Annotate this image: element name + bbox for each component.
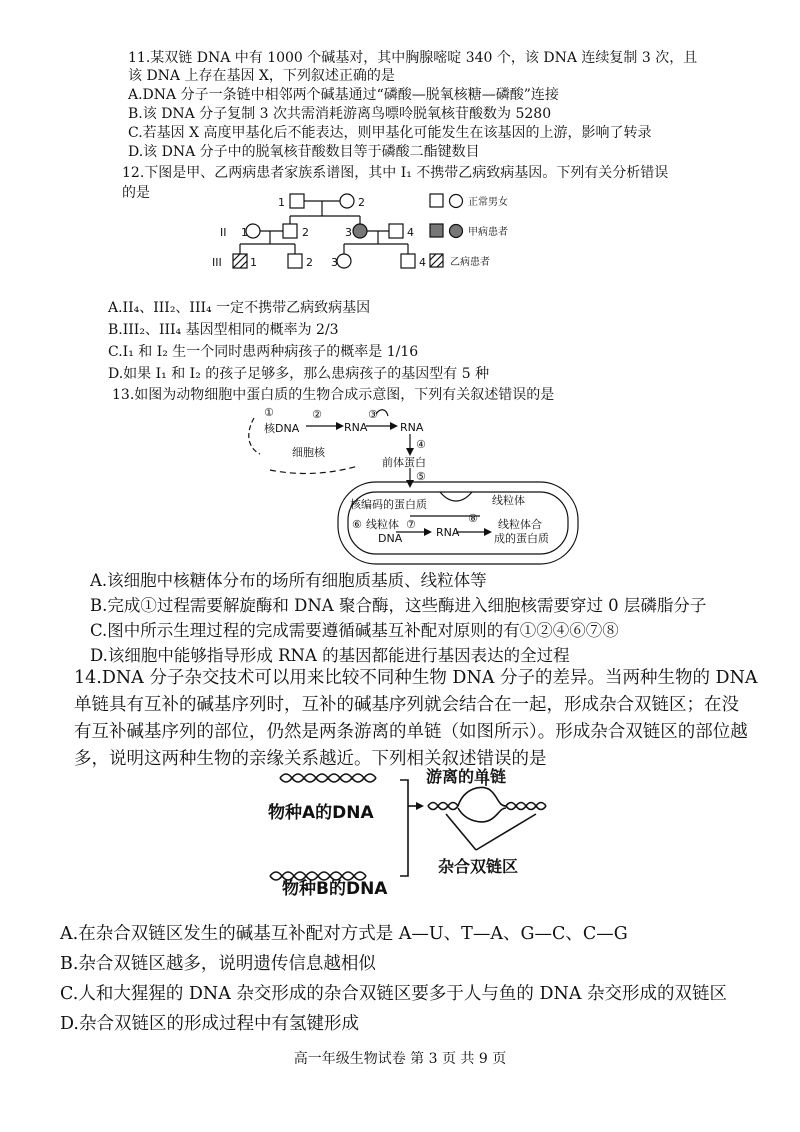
q11-option-c: C.若基因 X 高度甲基化后不能表达，则甲基化可能发生在该基因的上游，影响了转录 [128, 125, 652, 141]
III2-number: 2 [306, 256, 313, 269]
q14-option-d: D.杂合双链区的形成过程中有氢键形成 [60, 1014, 359, 1034]
gen-III-label: III [212, 256, 222, 269]
II1-number: 1 [241, 226, 248, 239]
q13-option-d: D.该细胞中能够指导形成 RNA 的基因都能进行基因表达的全过程 [90, 646, 570, 665]
gen-II-label: II [220, 226, 227, 239]
II4-number: 4 [407, 226, 414, 239]
q11-option-b: B.该 DNA 分子复制 3 次共需消耗游离鸟嘌呤脱氧核苷酸数为 5280 [128, 106, 552, 122]
mito-dna-label-1: 线粒体 [366, 518, 399, 531]
q11-option-d: D.该 DNA 分子中的脱氧核苷酸数目等于磷酸二酯键数目 [128, 144, 480, 160]
rna1-label: RNA [344, 421, 368, 434]
III3-number: 3 [331, 256, 338, 269]
q12-stem-line1: 12.下图是甲、乙两病患者家族系谱图，其中 I₁ 不携带乙病致病基因。下列有关分析错误 [122, 165, 669, 181]
step6-label: ⑥ [352, 518, 362, 531]
q14-option-c: C.人和大猩猩的 DNA 杂交形成的杂合双链区要多于人与鱼的 DNA 杂交形成的双链区 [60, 984, 728, 1004]
step1-label: ① [264, 406, 274, 419]
legend-yi-label: 乙病患者 [450, 257, 490, 268]
q12-option-d: D.如果 I₁ 和 I₂ 的孩子足够多，那么患病孩子的基因型有 5 种 [108, 366, 490, 382]
protein-synthesis-diagram [240, 404, 600, 574]
legend-normal-male-icon [430, 194, 443, 207]
q14-option-b: B.杂合双链区越多，说明遗传信息越相似 [60, 954, 376, 974]
species-a-label: 物种A的DNA [268, 803, 374, 823]
dna-hybridization-diagram [250, 766, 580, 906]
q14-line2: 单链具有互补的碱基序列时，互补的碱基序列就会结合在一起，形成杂合双链区；在没 [74, 695, 739, 715]
pedigree-I1-male [290, 194, 304, 208]
step5-label: ⑤ [416, 470, 426, 483]
I2-number: 2 [358, 196, 365, 209]
hybrid-right-strand2 [506, 803, 546, 810]
nuclear-protein-label: 核编码的蛋白质 [350, 498, 427, 511]
pedigree-III2-male [288, 254, 302, 268]
pedigree-III4-male [401, 254, 415, 268]
step7-label: ⑦ [406, 518, 416, 531]
legend-normal-label: 正常男女 [468, 197, 508, 208]
hybrid-region-label: 杂合双链区 [438, 857, 519, 876]
free-strand-label: 游离的单链 [426, 767, 507, 786]
legend-normal-female-icon [450, 195, 463, 208]
hybrid-left-strand1 [428, 803, 458, 810]
nucleus-label: 细胞核 [292, 446, 325, 459]
I1-number: 1 [278, 196, 285, 209]
pedigree-II1-female [246, 224, 260, 238]
nuclear-dna-label: 核DNA [264, 422, 300, 435]
III1-number: 1 [250, 256, 257, 269]
q13-option-c: C.图中所示生理过程的完成需要遵循碱基互补配对原则的有①②④⑥⑦⑧ [90, 621, 619, 640]
III4-number: 4 [419, 256, 426, 269]
legend-jia-label: 甲病患者 [468, 227, 508, 238]
hybrid-left-strand2 [428, 803, 458, 810]
q12-stem-line2: 的是 [122, 185, 150, 201]
q13-option-b: B.完成①过程需要解旋酶和 DNA 聚合酶，这些酶进入细胞核需要穿过 0 层磷脂分子 [90, 596, 707, 615]
pedigree-II3-female-jia [353, 224, 367, 238]
q14-line3: 有互补碱基序列的部位，仍然是两条游离的单链（如图所示）。形成杂合双链区的部位越 [74, 722, 748, 742]
q12-option-b: B.III₂、III₄ 基因型相同的概率为 2/3 [108, 322, 339, 338]
II3-number: 3 [345, 226, 352, 239]
free-strand-top [458, 787, 506, 806]
pedigree-chart [200, 186, 530, 282]
step2-label: ② [312, 408, 322, 421]
q14-line4: 多，说明这两种生物的亲缘关系越近。下列相关叙述错误的是 [74, 749, 547, 769]
hybrid-pointer-right [476, 814, 536, 850]
q11-stem-line1: 11.某双链 DNA 中有 1000 个碱基对，其中胸腺嘧啶 340 个，该 DNA 连续复制 3 次，且 [128, 50, 698, 66]
rna3-label: RNA [436, 526, 460, 539]
free-strand-bottom [458, 808, 506, 822]
mito-protein-label-2: 成的蛋白质 [494, 532, 549, 545]
pedigree-III3-female [337, 254, 351, 268]
pedigree-II2-male [283, 224, 297, 238]
pedigree-II4-male [389, 224, 403, 238]
mito-dna-label-2: DNA [378, 532, 403, 545]
legend-jia-female-icon [450, 225, 463, 238]
q12-option-a: A.II₄、III₂、III₄ 一定不携带乙病致病基因 [108, 300, 371, 316]
precursor-protein-label: 前体蛋白 [382, 456, 426, 469]
II2-number: 2 [302, 226, 309, 239]
bracket [400, 780, 408, 876]
q13-stem: 13.如图为动物细胞中蛋白质的生物合成示意图，下列有关叙述错误的是 [112, 387, 555, 403]
mitochondrion-label: 线粒体 [492, 494, 525, 507]
q14-option-a: A.在杂合双链区发生的碱基互补配对方式是 A—U、T—A、G—C、C—G [60, 924, 628, 944]
q14-line1: 14.DNA 分子杂交技术可以用来比较不同种生物 DNA 分子的差异。当两种生物的 DNA [74, 668, 758, 688]
rna2-label: RNA [400, 421, 424, 434]
q13-option-a: A.该细胞中核糖体分布的场所有细胞质基质、线粒体等 [90, 571, 487, 590]
step4-label: ④ [416, 438, 426, 451]
q12-option-c: C.I₁ 和 I₂ 生一个同时患两种病孩子的概率是 1/16 [108, 344, 419, 360]
species-b-label: 物种B的DNA [282, 879, 388, 899]
step3-label: ③ [368, 408, 378, 421]
pedigree-I2-female [340, 194, 354, 208]
q11-stem-line2: 该 DNA 上存在基因 X，下列叙述正确的是 [128, 68, 395, 84]
mito-protein-label-1: 线粒体合 [498, 518, 542, 531]
q11-option-a: A.DNA 分子一条链中相邻两个碱基通过“磷酸—脱氧核糖—磷酸”连接 [128, 87, 559, 103]
step8-label: ⑧ [468, 512, 478, 525]
legend-jia-male-icon [430, 224, 443, 237]
page-footer: 高一年级生物试卷 第 3 页 共 9 页 [293, 1051, 507, 1067]
